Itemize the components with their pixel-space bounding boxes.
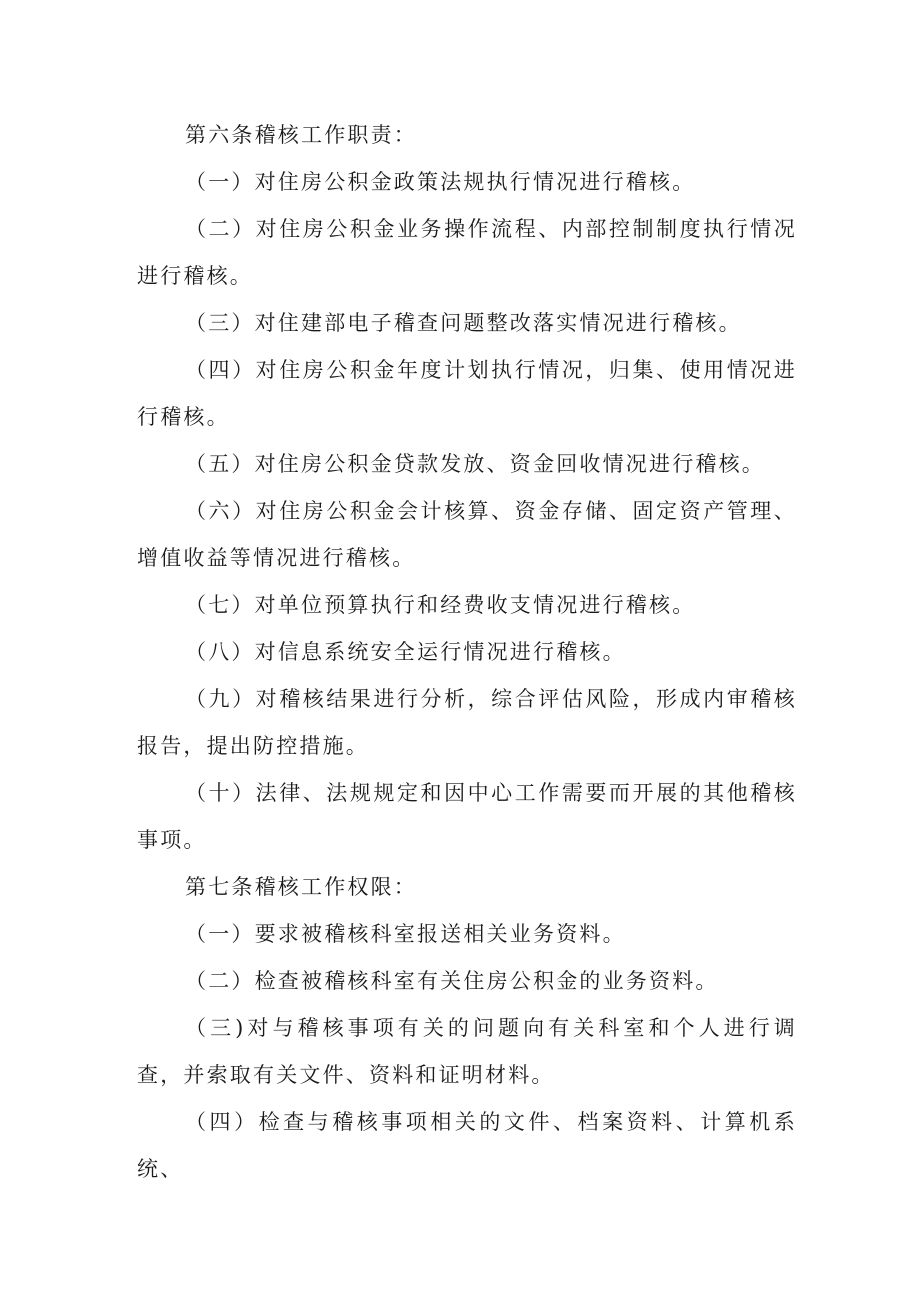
article-7-item-2: （二）检查被稽核科室有关住房公积金的业务资料。: [185, 969, 719, 993]
article-7-heading: 第七条稽核工作权限：: [185, 875, 417, 899]
article-6-item-5: （五）对住房公积金贷款发放、资金回收情况进行稽核。: [185, 452, 765, 476]
article-6-item-4: （四）对住房公积金年度计划执行情况，归集、使用情况进行稽核。: [137, 358, 797, 429]
article-6-heading: 第六条稽核工作职责：: [185, 123, 417, 147]
article-6-item-10: （十）法律、法规规定和因中心工作需要而开展的其他稽核事项。: [137, 781, 797, 852]
article-6-item-3: （三）对住建部电子稽查问题整改落实情况进行稽核。: [185, 311, 742, 335]
article-6-item-1: （一）对住房公积金政策法规执行情况进行稽核。: [185, 170, 696, 194]
article-7-item-3: （三)对与稽核事项有关的问题向有关科室和个人进行调查，并索取有关文件、资料和证明材料。: [137, 1016, 797, 1087]
article-6-item-9: （九）对稽核结果进行分析，综合评估风险，形成内审稽核报告，提出防控措施。: [137, 687, 797, 758]
document-body: [137, 112, 797, 1193]
article-6-item-6: （六）对住房公积金会计核算、资金存储、固定资产管理、增值收益等情况进行稽核。: [137, 499, 797, 570]
article-6-item-2: （二）对住房公积金业务操作流程、内部控制制度执行情况进行稽核。: [137, 217, 797, 288]
article-7-item-4: （四）检查与稽核事项相关的文件、档案资料、计算机系统、: [137, 1110, 797, 1181]
article-6-item-8: （八）对信息系统安全运行情况进行稽核。: [185, 640, 626, 664]
article-7-item-1: （一）要求被稽核科室报送相关业务资料。: [185, 922, 626, 946]
article-6-item-7: （七）对单位预算执行和经费收支情况进行稽核。: [185, 593, 696, 617]
